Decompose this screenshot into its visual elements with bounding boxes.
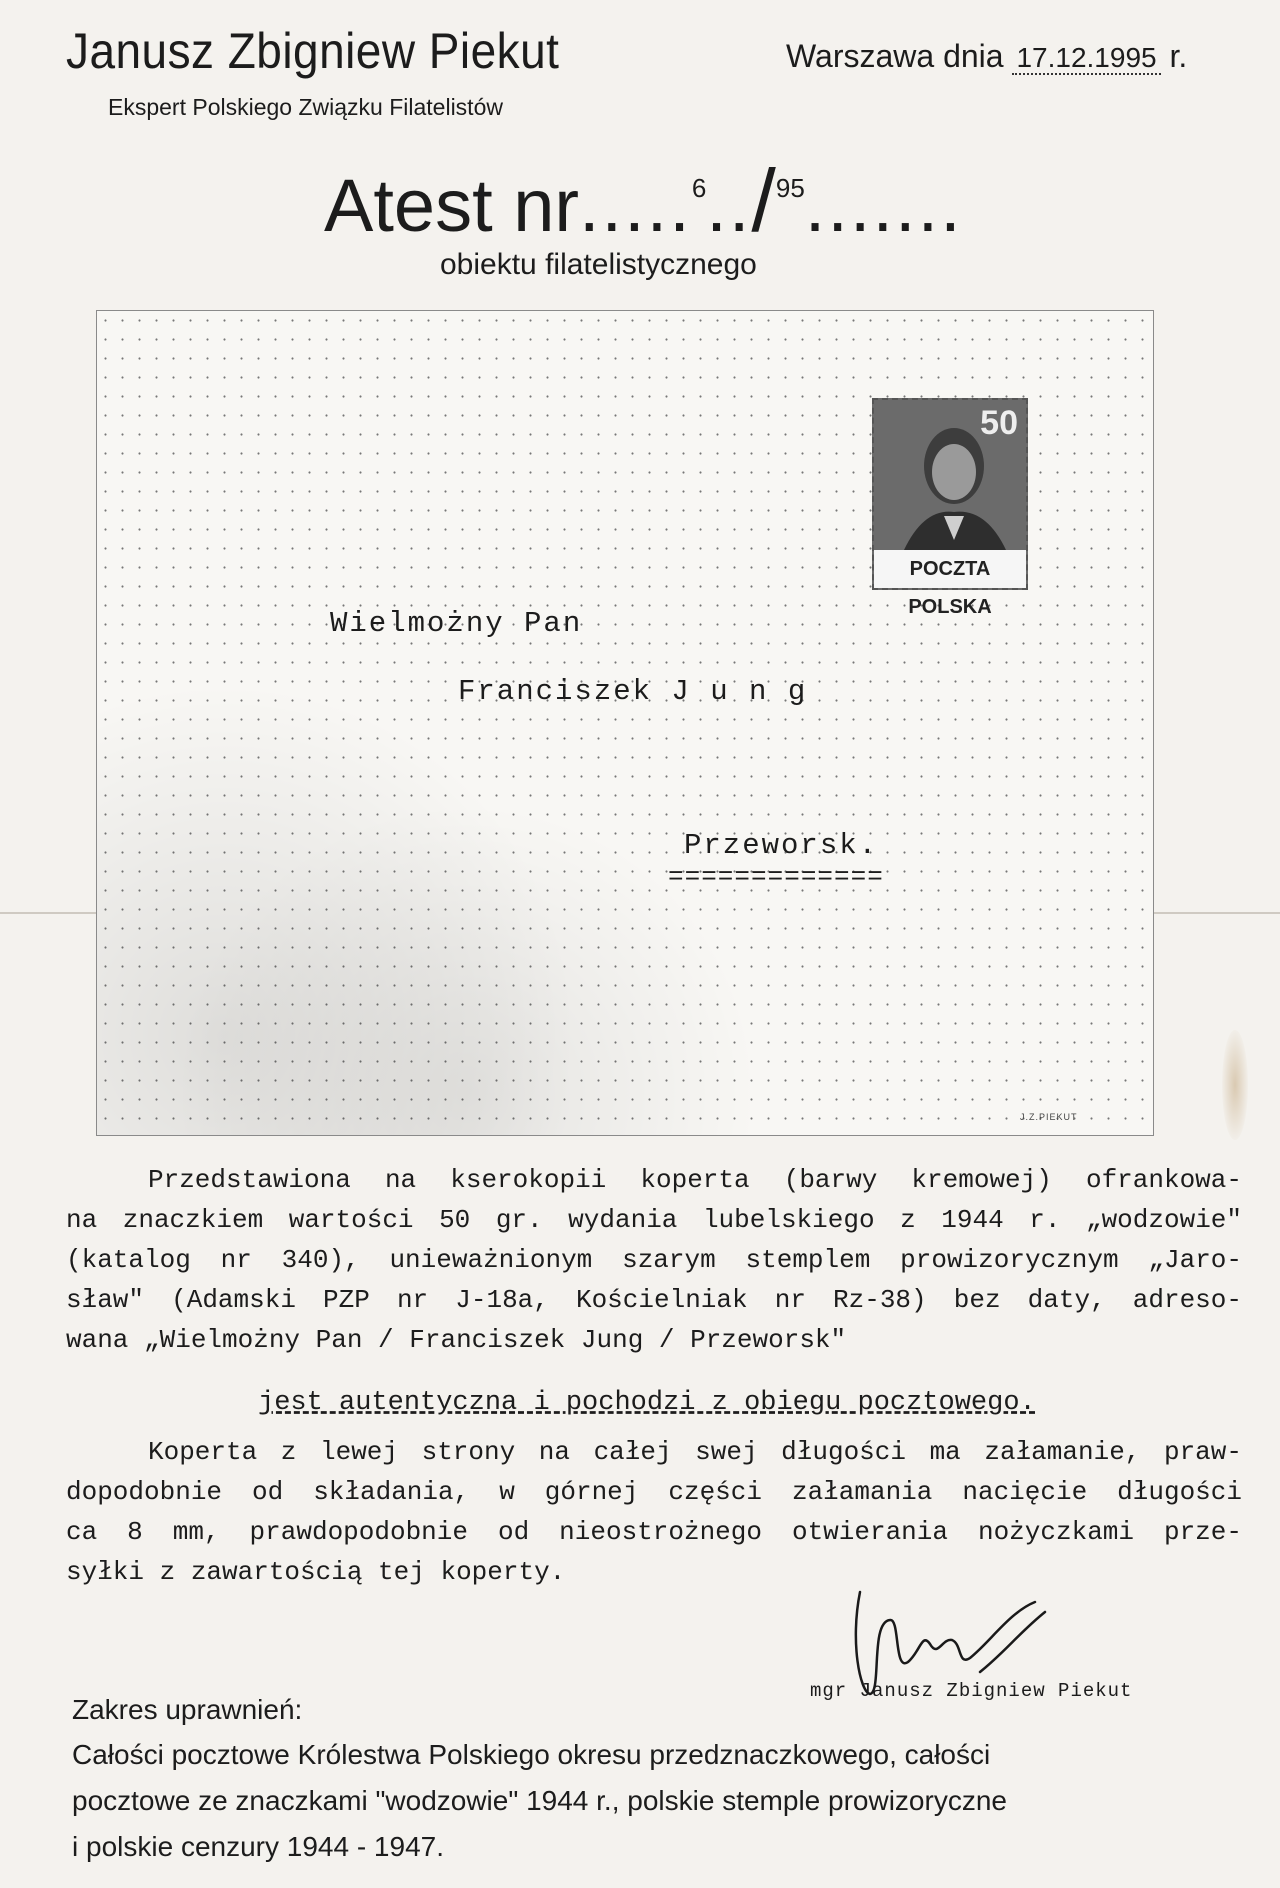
address-name: Franciszek J u n g xyxy=(458,675,808,708)
scope-line: Całości pocztowe Królestwa Polskiego okresu przedznaczkowego, całości xyxy=(72,1739,991,1770)
body-line: sław" (Adamski PZP nr J-18a, Kościelniak nr Rz-38) bez daty, adreso- xyxy=(66,1285,1242,1315)
certificate-date: 17.12.1995 xyxy=(1012,42,1160,75)
scope-line: i polskie cenzury 1944 - 1947. xyxy=(72,1831,444,1862)
body-line: Koperta z lewej strony na całej swej długości ma załamanie, praw- xyxy=(148,1437,1242,1467)
atest-year: 95 xyxy=(775,173,805,203)
scope-text xyxy=(72,1732,1132,1870)
authenticity-verdict: jest autentyczna i pochodzi z obiegu pocztowego. xyxy=(258,1388,1036,1418)
address-salutation: Wielmożny Pan xyxy=(330,607,583,640)
body-line: na znaczkiem wartości 50 gr. wydania lubelskiego z 1944 r. „wodzowie" xyxy=(66,1205,1242,1235)
expert-mark: J.Z.PIEKUT xyxy=(1020,1112,1078,1122)
stamp-caption: POCZTA POLSKA xyxy=(874,550,1026,588)
expert-title: Ekspert Polskiego Związku Filatelistów xyxy=(108,94,503,120)
scope-line: pocztowe ze znaczkami "wodzowie" 1944 r., polskie stemple prowizoryczne xyxy=(72,1785,1007,1816)
postage-stamp xyxy=(872,398,1028,618)
atest-label: Atest nr xyxy=(324,164,579,247)
stamp-value: 50 xyxy=(980,404,1018,442)
expert-name: Janusz Zbigniew Piekut xyxy=(66,23,560,79)
condition-paragraph xyxy=(66,1432,1242,1592)
body-line: Przedstawiona na kserokopii koperta (barwy kremowej) ofrankowa- xyxy=(148,1165,1242,1195)
body-line: syłki z zawartością tej koperty. xyxy=(66,1557,566,1587)
paper-stain xyxy=(1222,1030,1248,1140)
signer-name: mgr Janusz Zbigniew Piekut xyxy=(810,1680,1133,1702)
address-city: Przeworsk. xyxy=(684,829,879,862)
body-line: wana „Wielmożny Pan / Franciszek Jung / Przeworsk" xyxy=(66,1325,847,1355)
city-label: Warszawa dnia xyxy=(786,38,1004,74)
scope-label: Zakres uprawnień: xyxy=(72,1694,303,1725)
city-date xyxy=(786,38,1187,75)
atest-heading: Atest nr.....$^6$../$^{95}$....... xyxy=(324,151,963,250)
date-suffix: r. xyxy=(1169,38,1188,74)
body-line: dopodobnie od składania, w górnej części załamania nacięcie długości xyxy=(66,1477,1242,1507)
description-paragraph xyxy=(66,1160,1242,1360)
body-line: (katalog nr 340), unieważnionym szarym stemplem prowizorycznym „Jaro- xyxy=(66,1245,1242,1275)
atest-number: 6 xyxy=(691,173,707,203)
object-subtitle: obiektu filatelistycznego xyxy=(440,248,757,281)
body-line: ca 8 mm, prawdopodobnie od nieostrożnego otwierania nożyczkami prze- xyxy=(66,1517,1242,1547)
address-underline: ============= xyxy=(668,862,884,892)
